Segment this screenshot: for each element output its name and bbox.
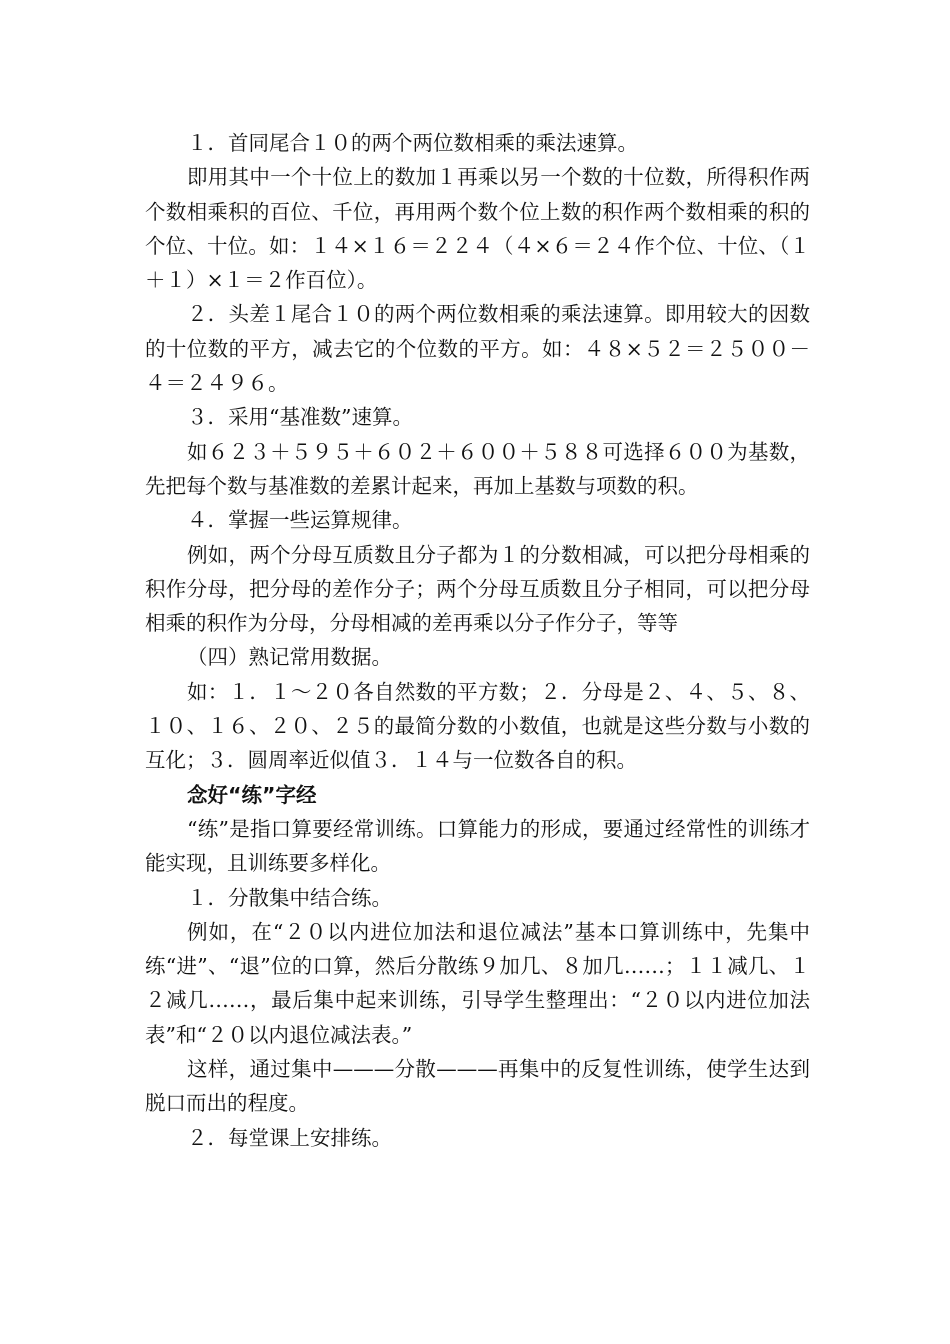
paragraph-4: ３．采用“基准数”速算。 [187, 405, 413, 430]
paragraph-9: 如：１．１～２０各自然数的平方数；２．分母是２、４、５、８、１０、１６、２０、２５的最简分数的小数值，也就是这些分数与小数的互化；３．圆周率近似值３．１４与一位数各自的积。 [145, 679, 810, 773]
paragraph-6: ４．掌握一些运算规律。 [187, 508, 413, 533]
paragraph-7: 例如，两个分母互质数且分子都为１的分数相减，可以把分母相乘的积作分母，把分母的差作分子；两个分母互质数且分子相同，可以把分母相乘的积作为分母，分母相减的差再乘以分子作分子，等等 [145, 542, 810, 636]
section-heading: 念好“练”字经 [187, 782, 317, 807]
paragraph-14: ２．每堂课上安排练。 [187, 1125, 392, 1150]
document-body [145, 126, 810, 1155]
paragraph-11: １．分散集中结合练。 [187, 885, 392, 910]
paragraph-8: （四）熟记常用数据。 [187, 645, 392, 670]
paragraph-2: 即用其中一个十位上的数加１再乘以另一个数的十位数，所得积作两个数相乘积的百位、千位，再用两个数个位上数的积作两个数相乘的积的个位、十位。如：１４×１６＝２２４（４×６＝２４作个位、十位、（１＋１）×１＝２作百位）。 [145, 165, 810, 293]
paragraph-12: 例如，在“２０以内进位加法和退位减法”基本口算训练中，先集中练“进”、“退”位的口算，然后分散练９加几、８加几……；１１减几、１２减几……，最后集中起来训练，引导学生整理出：“２０以内进位加法表”和“２０以内退位减法表。” [145, 919, 810, 1047]
paragraph-13: 这样，通过集中———分散———再集中的反复性训练，使学生达到脱口而出的程度。 [145, 1057, 810, 1116]
paragraph-3: ２．头差１尾合１０的两个两位数相乘的乘法速算。即用较大的因数的十位数的平方，减去它的个位数的平方。如：４８×５２＝２５００－４＝２４９６。 [145, 302, 810, 396]
paragraph-5: 如６２３＋５９５＋６０２＋６００＋５８８可选择６００为基数，先把每个数与基准数的差累计起来，再加上基数与项数的积。 [145, 439, 810, 498]
paragraph-1: １．首同尾合１０的两个两位数相乘的乘法速算。 [187, 131, 638, 155]
paragraph-10: “练”是指口算要经常训练。口算能力的形成，要通过经常性的训练才能实现，且训练要多样化。 [145, 816, 810, 876]
